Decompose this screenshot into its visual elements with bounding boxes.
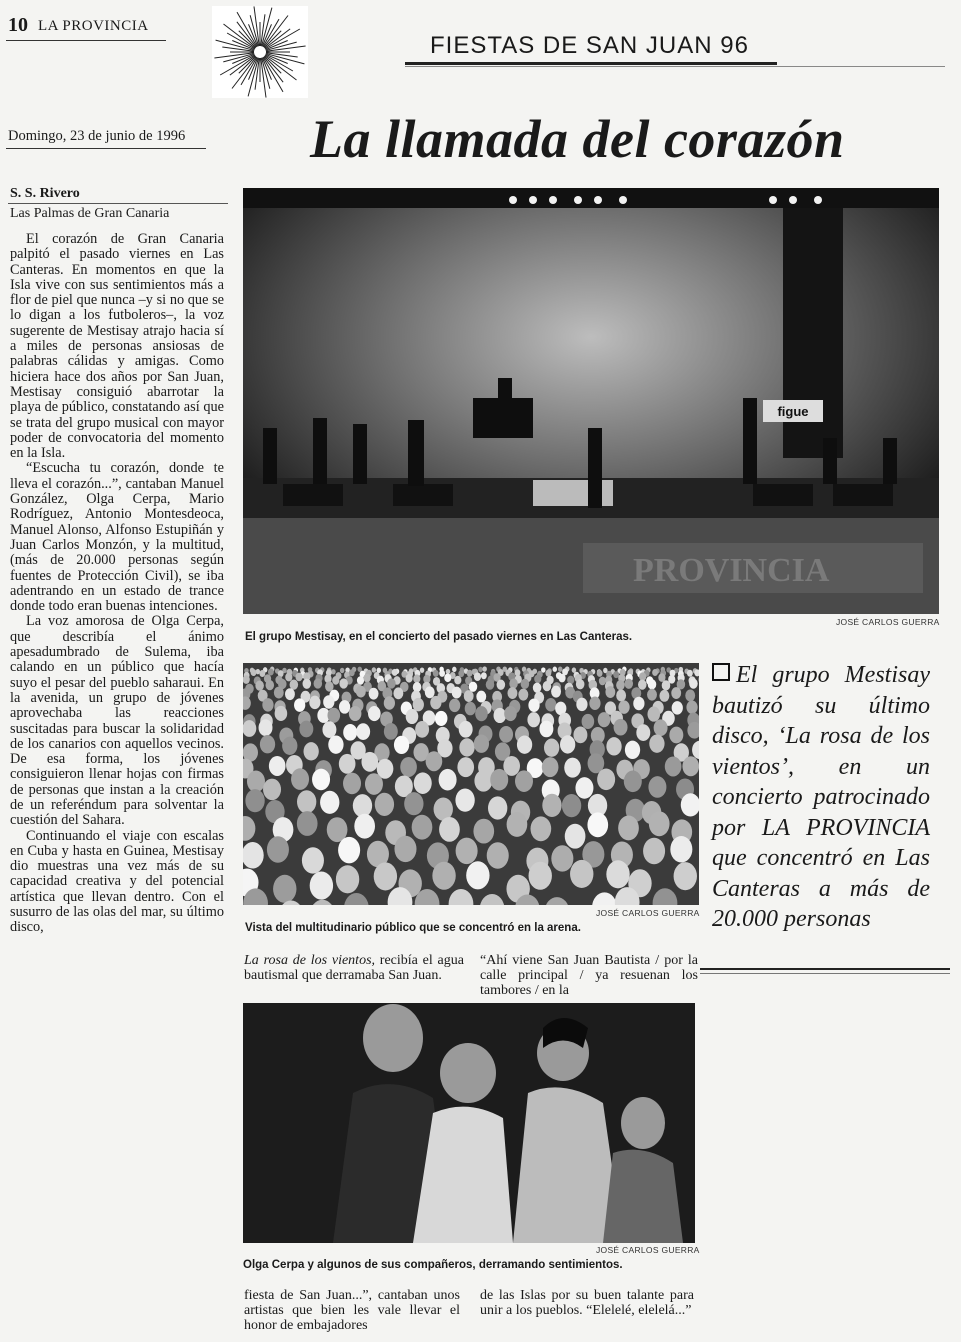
- section-rule-thin: [405, 66, 945, 67]
- text: fiesta de San Juan...”, cantaban unos artistas que bien les vale llevar el honor de embajadores: [244, 1288, 460, 1333]
- lyrics: “Ahí viene San Juan Bautista / por la calle principal / ya resuenan los tambores / en la: [480, 953, 698, 998]
- album-title: La rosa de los vientos,: [244, 953, 376, 968]
- article-column-2: [244, 953, 464, 983]
- article-column-2-bottom: [244, 1288, 460, 1333]
- photo-caption: Vista del multitudinario público que se concentró en la arena.: [245, 922, 581, 934]
- paragraph: El corazón de Gran Canaria palpitó el pasado viernes en Las Canteras. En momentos en que la Isla vive con sus sentimientos más a flor de piel que nunca –y si no que se lo digan a los futboleros–, la voz sugerente de Mestisay atrajo hacia sí a miles de personas ansiosas de palabras cálidas y amigas. Como hiciera hace dos años por San Juan, Mestisay consiguió abarrotar la playa de público, constatando así que se trata del grupo musical con mayor poder de convocatoria del momento en la Isla.: [10, 231, 224, 462]
- photo-credit: JOSÉ CARLOS GUERRA: [596, 908, 700, 918]
- photo-credit: JOSÉ CARLOS GUERRA: [596, 1245, 700, 1255]
- section-title: FIESTAS DE SAN JUAN 96: [430, 32, 749, 59]
- banner-text: PROVINCIA: [633, 552, 830, 589]
- crowd-photo: [243, 663, 699, 905]
- pull-quote-text: El grupo Mestisay bautizó su último disco, ‘La rosa de los vientos’, en un concierto patrocinado por LA PROVINCIA que concentró en Las Canteras a más de 20.000 personas: [712, 662, 930, 932]
- article-column-3: [480, 953, 698, 998]
- photo-caption: El grupo Mestisay, en el concierto del pasado viernes en Las Canteras.: [245, 631, 633, 643]
- pull-quote-rule: [700, 968, 950, 970]
- square-bullet-icon: [712, 663, 730, 681]
- paragraph: Continuando el viaje con escalas en Cuba y hasta en Guinea, Mestisay dio muestras una vez más de su capacidad creativa y del potencial artística que llevan dentro. Con el susurro de las olas del mar, su último disco,: [10, 827, 224, 936]
- dateline-location: Las Palmas de Gran Canaria: [10, 206, 170, 221]
- byline-rule: [8, 203, 228, 204]
- headline: La llamada del corazón: [310, 109, 845, 169]
- pull-quote: [712, 660, 930, 935]
- pull-quote-rule-thin: [700, 973, 950, 974]
- date-rule: [6, 148, 206, 149]
- paragraph: La voz amorosa de Olga Cerpa, que describía el ánimo apesadumbrado de Sulema, iba calando en un público que hacía suyo el pesar del pueblo saharaui. En la avenida, un grupo de jóvenes aprovechaba las reacciones suscitadas para buscar la solidaridad de los canarios con aquellos vecinos. De esa forma, los jóvenes consiguieron llenar hojas con firmas de personas que instan a la creación de un referéndum para solventar la cuestión del Sahara.: [10, 613, 224, 829]
- page-number: 10: [8, 14, 28, 36]
- article-column-1: [10, 232, 224, 936]
- stage-sign: figue: [777, 404, 809, 419]
- photo-caption: Olga Cerpa y algunos de sus compañeros, derramando sentimientos.: [243, 1259, 623, 1271]
- section-rule: [405, 62, 777, 65]
- issue-date: Domingo, 23 de junio de 1996: [8, 128, 186, 144]
- text: de las Islas por su buen talante para unir a los pueblos. “Elelelé, elelelá...”: [480, 1288, 694, 1318]
- article-column-3-bottom: [480, 1288, 694, 1318]
- concert-photo: [243, 188, 939, 614]
- photo-credit: JOSÉ CARLOS GUERRA: [836, 617, 940, 627]
- singers-photo: [243, 1003, 695, 1243]
- author: S. S. Rivero: [10, 186, 80, 201]
- newspaper-name: LA PROVINCIA: [38, 18, 149, 34]
- text: recibía el agua bautismal que derramaba San Juan.: [244, 953, 464, 983]
- paragraph: “Escucha tu corazón, donde te lleva el corazón...”, cantaban Manuel González, Olga Cerpa, Mario Rodríguez, Antonio Montesdeoca, Manuel Alonso, Alfonso Estupiñán y Juan Carlos Monzón, y la multitud, (más de 20.000 personas según fuentes de Protección Civil), se iba adentrando en un estado de trance donde todo eran buenas intenciones.: [10, 460, 224, 615]
- firework-illustration: [212, 6, 308, 98]
- header-rule: [6, 40, 166, 41]
